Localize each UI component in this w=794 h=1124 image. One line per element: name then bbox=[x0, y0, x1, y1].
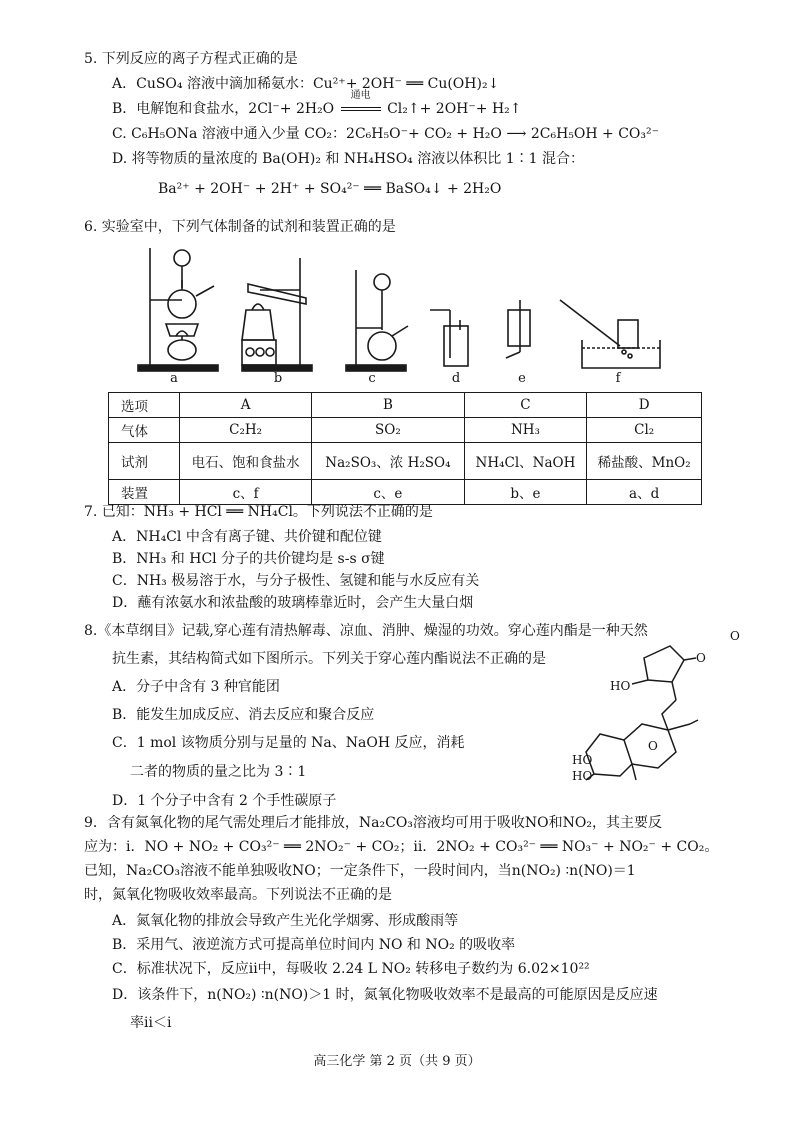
table-cell: 装置 bbox=[109, 480, 180, 505]
apparatus-label-b: b bbox=[273, 371, 283, 385]
table-cell: a、d bbox=[587, 480, 702, 505]
apparatus-a bbox=[138, 248, 218, 371]
table-cell: 试剂 bbox=[109, 443, 180, 480]
q5-option-d: D. 将等物质的量浓度的 Ba(OH)₂ 和 NH₄HSO₄ 溶液以体积比 1∶1 混合： bbox=[112, 151, 584, 167]
table-cell: Na₂SO₃、浓 H₂SO₄ bbox=[312, 443, 464, 480]
q6-options-table bbox=[108, 392, 702, 505]
q9-option-b: B．采用气、液逆流方式可提高单位时间内 NO 和 NO₂ 的吸收率 bbox=[112, 937, 516, 953]
table-row bbox=[109, 418, 702, 443]
q9-option-d-line2: 率ⅱ＜ⅰ bbox=[130, 1015, 172, 1031]
apparatus-label-f: f bbox=[615, 371, 621, 385]
table-header-row bbox=[109, 393, 702, 418]
table-cell: 稀盐酸、MnO₂ bbox=[587, 443, 702, 480]
q5-stem: 5. 下列反应的离子方程式正确的是 bbox=[84, 51, 298, 67]
q8-stem-line1: 8.《本草纲目》记载,穿心莲有清热解毒、凉血、消肿、燥湿的功效。穿心莲内酯是一种天然 bbox=[84, 623, 648, 639]
apparatus-b bbox=[242, 258, 312, 371]
apparatus-d bbox=[430, 310, 468, 366]
table-cell: SO₂ bbox=[312, 418, 464, 443]
q9-option-d-line1: D．该条件下，n(NO₂) ∶n(NO)＞1 时，氮氧化物吸收效率不是最高的可能原因是反应速 bbox=[112, 987, 658, 1003]
q7-stem: 7. 已知：NH₃ + HCl ══ NH₄Cl。下列说法不正确的是 bbox=[84, 504, 433, 520]
q9-stem-line1: 9．含有氮氧化物的尾气需处理后才能排放，Na₂CO₃溶液均可用于吸收NO和NO₂，其主要反 bbox=[84, 815, 662, 831]
struct-label-ho-lower2: HO bbox=[572, 769, 593, 783]
table-cell: 气体 bbox=[109, 418, 180, 443]
apparatus-c bbox=[346, 270, 408, 371]
q9-stem-line2: 应为：ⅰ．NO + NO₂ + CO₃²⁻ ══ 2NO₂⁻ + CO₂；ⅱ．2NO₂ + CO₃²⁻ ══ NO₃⁻ + NO₂⁻ + CO₂。 bbox=[84, 839, 719, 855]
q6-stem: 6. 实验室中，下列气体制备的试剂和装置正确的是 bbox=[84, 219, 396, 235]
struct-label-ho-lower1: HO bbox=[572, 753, 593, 767]
apparatus-figure bbox=[120, 240, 680, 385]
q7-option-a: A．NH₄Cl 中含有离子键、共价键和配位键 bbox=[112, 529, 382, 545]
table-row bbox=[109, 480, 702, 505]
q9-stem-line3: 已知，Na₂CO₃溶液不能单独吸收NO；一定条件下，一段时间内，当n(NO₂) ∶n(NO)＝1 bbox=[84, 863, 636, 879]
struct-label-o-carbonyl: O bbox=[696, 651, 706, 665]
apparatus-e bbox=[506, 300, 530, 358]
struct-label-o-top: O bbox=[730, 629, 740, 643]
q7-option-c: C．NH₃ 极易溶于水，与分子极性、氢键和能与水反应有关 bbox=[112, 573, 480, 589]
q7-option-b: B．NH₃ 和 HCl 分子的共价键均是 s-s σ键 bbox=[112, 551, 385, 567]
table-cell: D bbox=[587, 393, 702, 418]
q8-option-d: D．1 个分子中含有 2 个手性碳原子 bbox=[112, 793, 337, 809]
table-cell: b、e bbox=[464, 480, 587, 505]
apparatus-label-a: a bbox=[170, 371, 178, 385]
q7-option-d: D．蘸有浓氨水和浓盐酸的玻璃棒靠近时，会产生大量白烟 bbox=[112, 595, 474, 611]
table-row bbox=[109, 443, 702, 480]
q9-option-c: C．标准状况下，反应ⅱ中，每吸收 2.24 L NO₂ 转移电子数约为 6.02×10²² bbox=[112, 961, 590, 977]
q8-option-c-line1: C．1 mol 该物质分别与足量的 Na、NaOH 反应，消耗 bbox=[112, 735, 465, 751]
apparatus-label-c: c bbox=[368, 371, 376, 385]
q5-option-b bbox=[112, 90, 522, 118]
table-cell: c、f bbox=[180, 480, 312, 505]
table-cell: C₂H₂ bbox=[180, 418, 312, 443]
table-cell: 选项 bbox=[109, 393, 180, 418]
page-footer: 高三化学 第 2 页（共 9 页） bbox=[313, 1054, 481, 1069]
q9-stem-line4: 时，氮氧化物吸收效率最高。下列说法不正确的是 bbox=[84, 887, 392, 903]
table-cell: c、e bbox=[312, 480, 464, 505]
struct-label-o-ring: O bbox=[648, 739, 658, 753]
table-cell: NH₄Cl、NaOH bbox=[464, 443, 587, 480]
q9-option-a: A．氮氧化物的排放会导致产生光化学烟雾、形成酸雨等 bbox=[112, 913, 459, 929]
q5-option-a: A．CuSO₄ 溶液中滴加稀氨水：Cu²⁺+ 2OH⁻ ══ Cu(OH)₂↓ bbox=[112, 76, 500, 92]
table-cell: Cl₂ bbox=[587, 418, 702, 443]
electrolysis-arrow bbox=[339, 90, 383, 118]
q5-option-b-right: Cl₂↑+ 2OH⁻+ H₂↑ bbox=[387, 101, 522, 117]
table-cell: B bbox=[312, 393, 464, 418]
electrolysis-condition: 通电 bbox=[350, 90, 371, 101]
struct-label-ho-upper: HO bbox=[610, 679, 631, 693]
molecule-structure bbox=[572, 624, 752, 784]
apparatus-label-d: d bbox=[451, 371, 461, 385]
q5-option-d-equation: Ba²⁺ + 2OH⁻ + 2H⁺ + SO₄²⁻ ══ BaSO₄↓ + 2H₂O bbox=[158, 181, 502, 197]
q8-option-a: A．分子中含有 3 种官能团 bbox=[112, 679, 280, 695]
q8-option-b: B．能发生加成反应、消去反应和聚合反应 bbox=[112, 707, 375, 723]
q8-option-c-line2: 二者的物质的量之比为 3∶1 bbox=[130, 764, 307, 780]
table-cell: A bbox=[180, 393, 312, 418]
table-cell: NH₃ bbox=[464, 418, 587, 443]
table-cell: C bbox=[464, 393, 587, 418]
q8-stem-line2: 抗生素，其结构简式如下图所示。下列关于穿心莲内酯说法不正确的是 bbox=[112, 651, 546, 667]
table-cell: 电石、饱和食盐水 bbox=[180, 443, 312, 480]
apparatus-f bbox=[560, 300, 660, 368]
q5-option-b-left: B．电解饱和食盐水，2Cl⁻+ 2H₂O bbox=[112, 101, 335, 117]
apparatus-label-e: e bbox=[518, 371, 526, 385]
q5-option-c: C. C₆H₅ONa 溶液中通入少量 CO₂：2C₆H₅O⁻+ CO₂ + H₂O ⟶ 2C₆H₅OH + CO₃²⁻ bbox=[112, 126, 660, 142]
